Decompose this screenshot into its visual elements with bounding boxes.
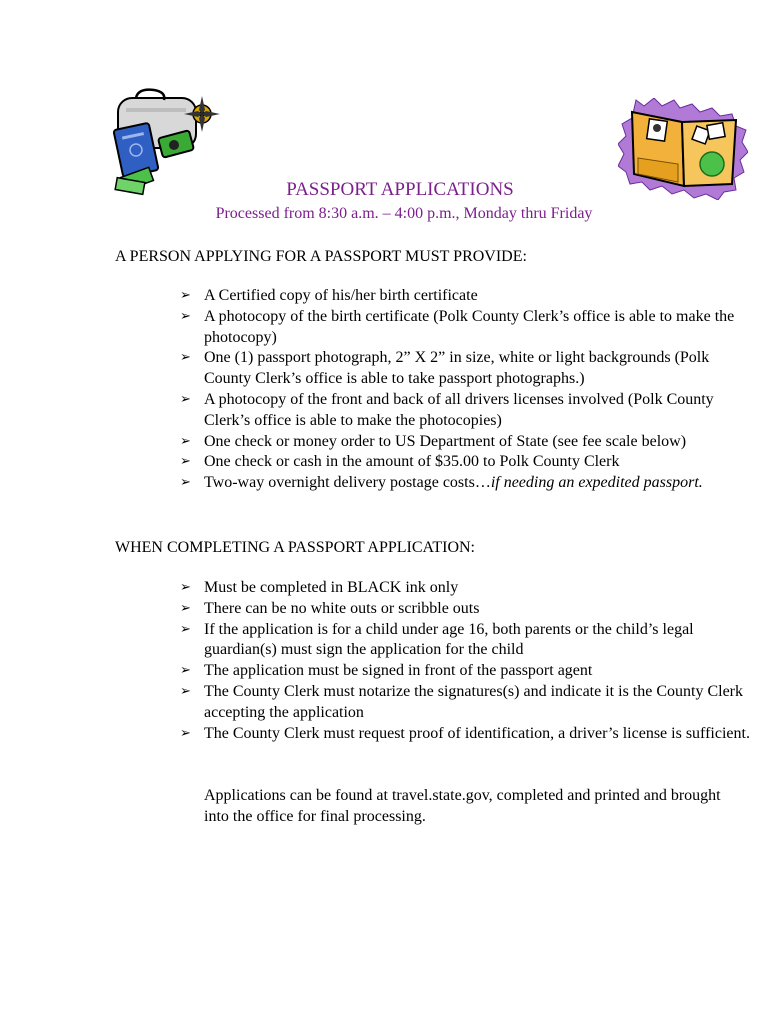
- arrow-bullet-icon: ➢: [180, 350, 191, 366]
- arrow-bullet-icon: ➢: [180, 621, 191, 637]
- list-item: ➢ A Certified copy of his/her birth certificate: [180, 286, 750, 307]
- arrow-bullet-icon: ➢: [180, 600, 191, 616]
- arrow-bullet-icon: ➢: [180, 288, 191, 303]
- list-item: ➢ One check or money order to US Department of State (see fee scale below): [180, 432, 750, 453]
- list-item: ➢ A photocopy of the front and back of all drivers licenses involved (Polk County Clerk’s office is able to make the photocopies): [180, 390, 714, 429]
- list-item: ➢ A photocopy of the birth certificate (Polk County Clerk’s office is able to make the photocopy): [180, 307, 735, 346]
- arrow-bullet-icon: ➢: [180, 391, 191, 407]
- list-item: ➢ Must be completed in BLACK ink only: [180, 578, 750, 599]
- completing-heading: WHEN COMPLETING A PASSPORT APPLICATION:: [115, 539, 475, 556]
- open-album-icon: [632, 112, 736, 186]
- provide-list: [180, 286, 750, 494]
- arrow-bullet-icon: ➢: [180, 663, 191, 679]
- completing-list: [180, 578, 750, 744]
- list-item: ➢ One (1) passport photograph, 2” X 2” in size, white or light backgrounds (Polk County Clerk’s office is able to take passport photographs.): [180, 349, 710, 388]
- expedited-note: if needing an expedited passport.: [490, 474, 703, 492]
- list-item: ➢ If the application is for a child under age 16, both parents or the child’s legal guardian(s) must sign the application for the child: [180, 620, 694, 659]
- arrow-bullet-icon: ➢: [180, 475, 191, 491]
- closing-paragraph: Applications can be found at travel.state.gov, completed and printed and brought into the office for final processing.: [204, 787, 721, 825]
- list-item: ➢ The County Clerk must request proof of identification, a driver’s license is sufficient.: [180, 724, 750, 745]
- list-item: ➢ The County Clerk must notarize the signatures(s) and indicate it is the County Clerk accepting the application: [180, 682, 743, 721]
- arrow-bullet-icon: ➢: [180, 308, 191, 324]
- list-item: ➢ The application must be signed in front of the passport agent: [180, 661, 750, 682]
- provide-heading: A PERSON APPLYING FOR A PASSPORT MUST PROVIDE:: [115, 248, 527, 265]
- list-item: ➢ Two-way overnight delivery postage costs…if needing an expedited passport.: [180, 473, 750, 494]
- office-hours: Processed from 8:30 a.m. – 4:00 p.m., Monday thru Friday: [215, 205, 593, 222]
- list-item: ➢ One check or cash in the amount of $35.00 to Polk County Clerk: [180, 452, 750, 473]
- arrow-bullet-icon: ➢: [180, 433, 191, 449]
- arrow-bullet-icon: ➢: [180, 725, 191, 741]
- arrow-bullet-icon: ➢: [180, 454, 191, 470]
- list-item: ➢ There can be no white outs or scribble outs: [180, 599, 750, 620]
- arrow-bullet-icon: ➢: [180, 580, 191, 595]
- page-title: PASSPORT APPLICATIONS: [286, 179, 514, 200]
- arrow-bullet-icon: ➢: [180, 683, 191, 699]
